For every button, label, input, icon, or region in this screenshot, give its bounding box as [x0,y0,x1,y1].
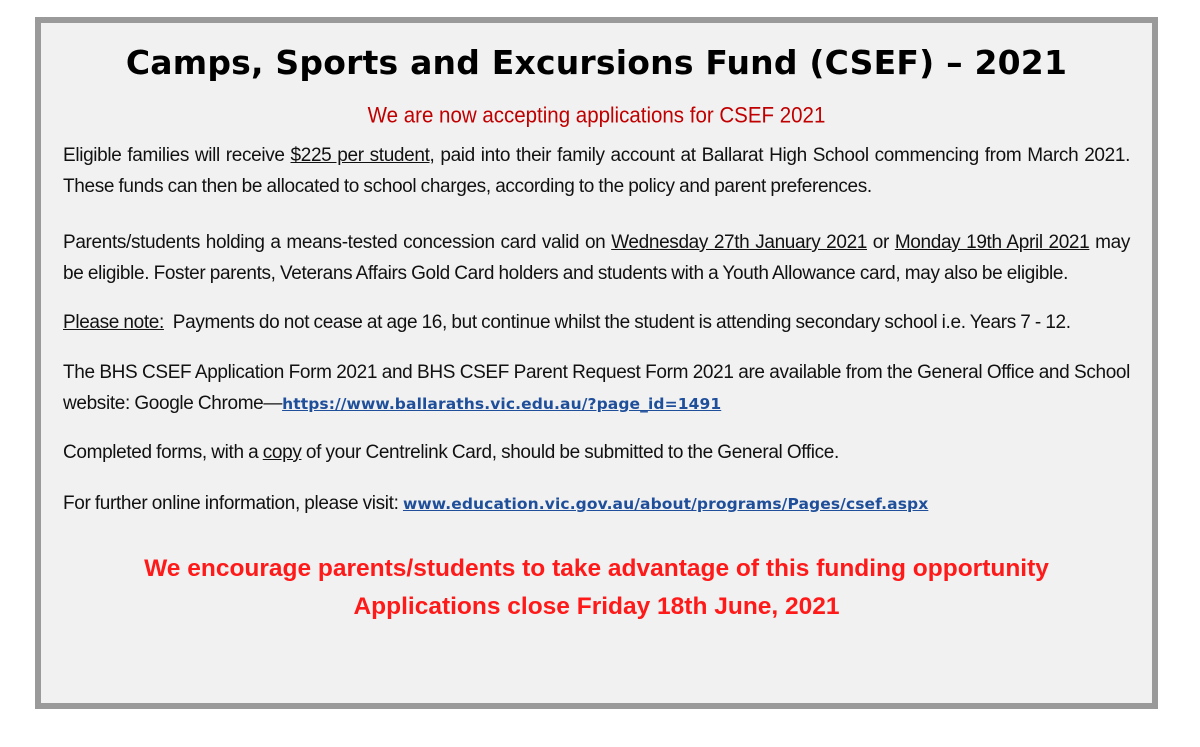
para5-text-after: of your Centrelink Card, should be submitted to the General Office. [301,442,839,463]
notice-subtitle: We are now accepting applications for CSEF 2021 [367,103,826,128]
para2-text-before: Parents/students holding a means-tested concession card valid on [63,232,612,253]
paragraph-submit-forms [63,437,1130,468]
paragraph-application-forms [63,357,1130,420]
education-website-link[interactable]: www.education.vic.gov.au/about/programs/Pages/csef.aspx [402,495,929,513]
para4-text: The BHS CSEF Application Form 2021 and BHS CSEF Parent Request Form 2021 are available from the General Office and School website: Google Chrome— [63,362,1130,414]
notice-title: Camps, Sports and Excursions Fund (CSEF) – 2021 [125,43,1068,82]
para5-text-before: Completed forms, with a [63,442,263,463]
csef-notice-panel [35,17,1158,709]
para6-text: For further online information, please visit: [63,493,403,514]
concession-date-1: Wednesday 27th January 2021 [611,232,868,253]
closing-deadline-line: Applications close Friday 18th June, 2021 [353,593,840,620]
please-note-text: Payments do not cease at age 16, but continue whilst the student is attending secondary school i.e. Years 7 - 12. [163,312,1071,333]
paragraph-further-info [63,488,1130,520]
para2-text-mid: or [867,232,895,253]
closing-encourage-line: We encourage parents/students to take advantage of this funding opportunity [144,555,1049,582]
paragraph-please-note [63,307,1130,338]
school-website-link[interactable]: https://www.ballaraths.vic.edu.au/?page_id=1491 [282,395,722,413]
copy-emphasis: copy [262,442,302,463]
amount-per-student: $225 per student [290,145,430,166]
closing-message [63,550,1130,626]
para1-text-before: Eligible families will receive [63,145,291,166]
para1-text-after: , paid into their family account at Ballarat High School commencing from March 2021. These funds can then be allocated to school charges, according to the policy and parent preferences. [63,145,1131,197]
concession-date-2: Monday 19th April 2021 [894,232,1090,253]
paragraph-eligibility-amount [63,140,1130,202]
para2-text-after: may be eligible. Foster parents, Veterans Affairs Gold Card holders and students with a Youth Allowance card, may also be eligible. [63,232,1130,284]
paragraph-concession-card [63,227,1130,289]
please-note-label: Please note: [63,312,164,333]
